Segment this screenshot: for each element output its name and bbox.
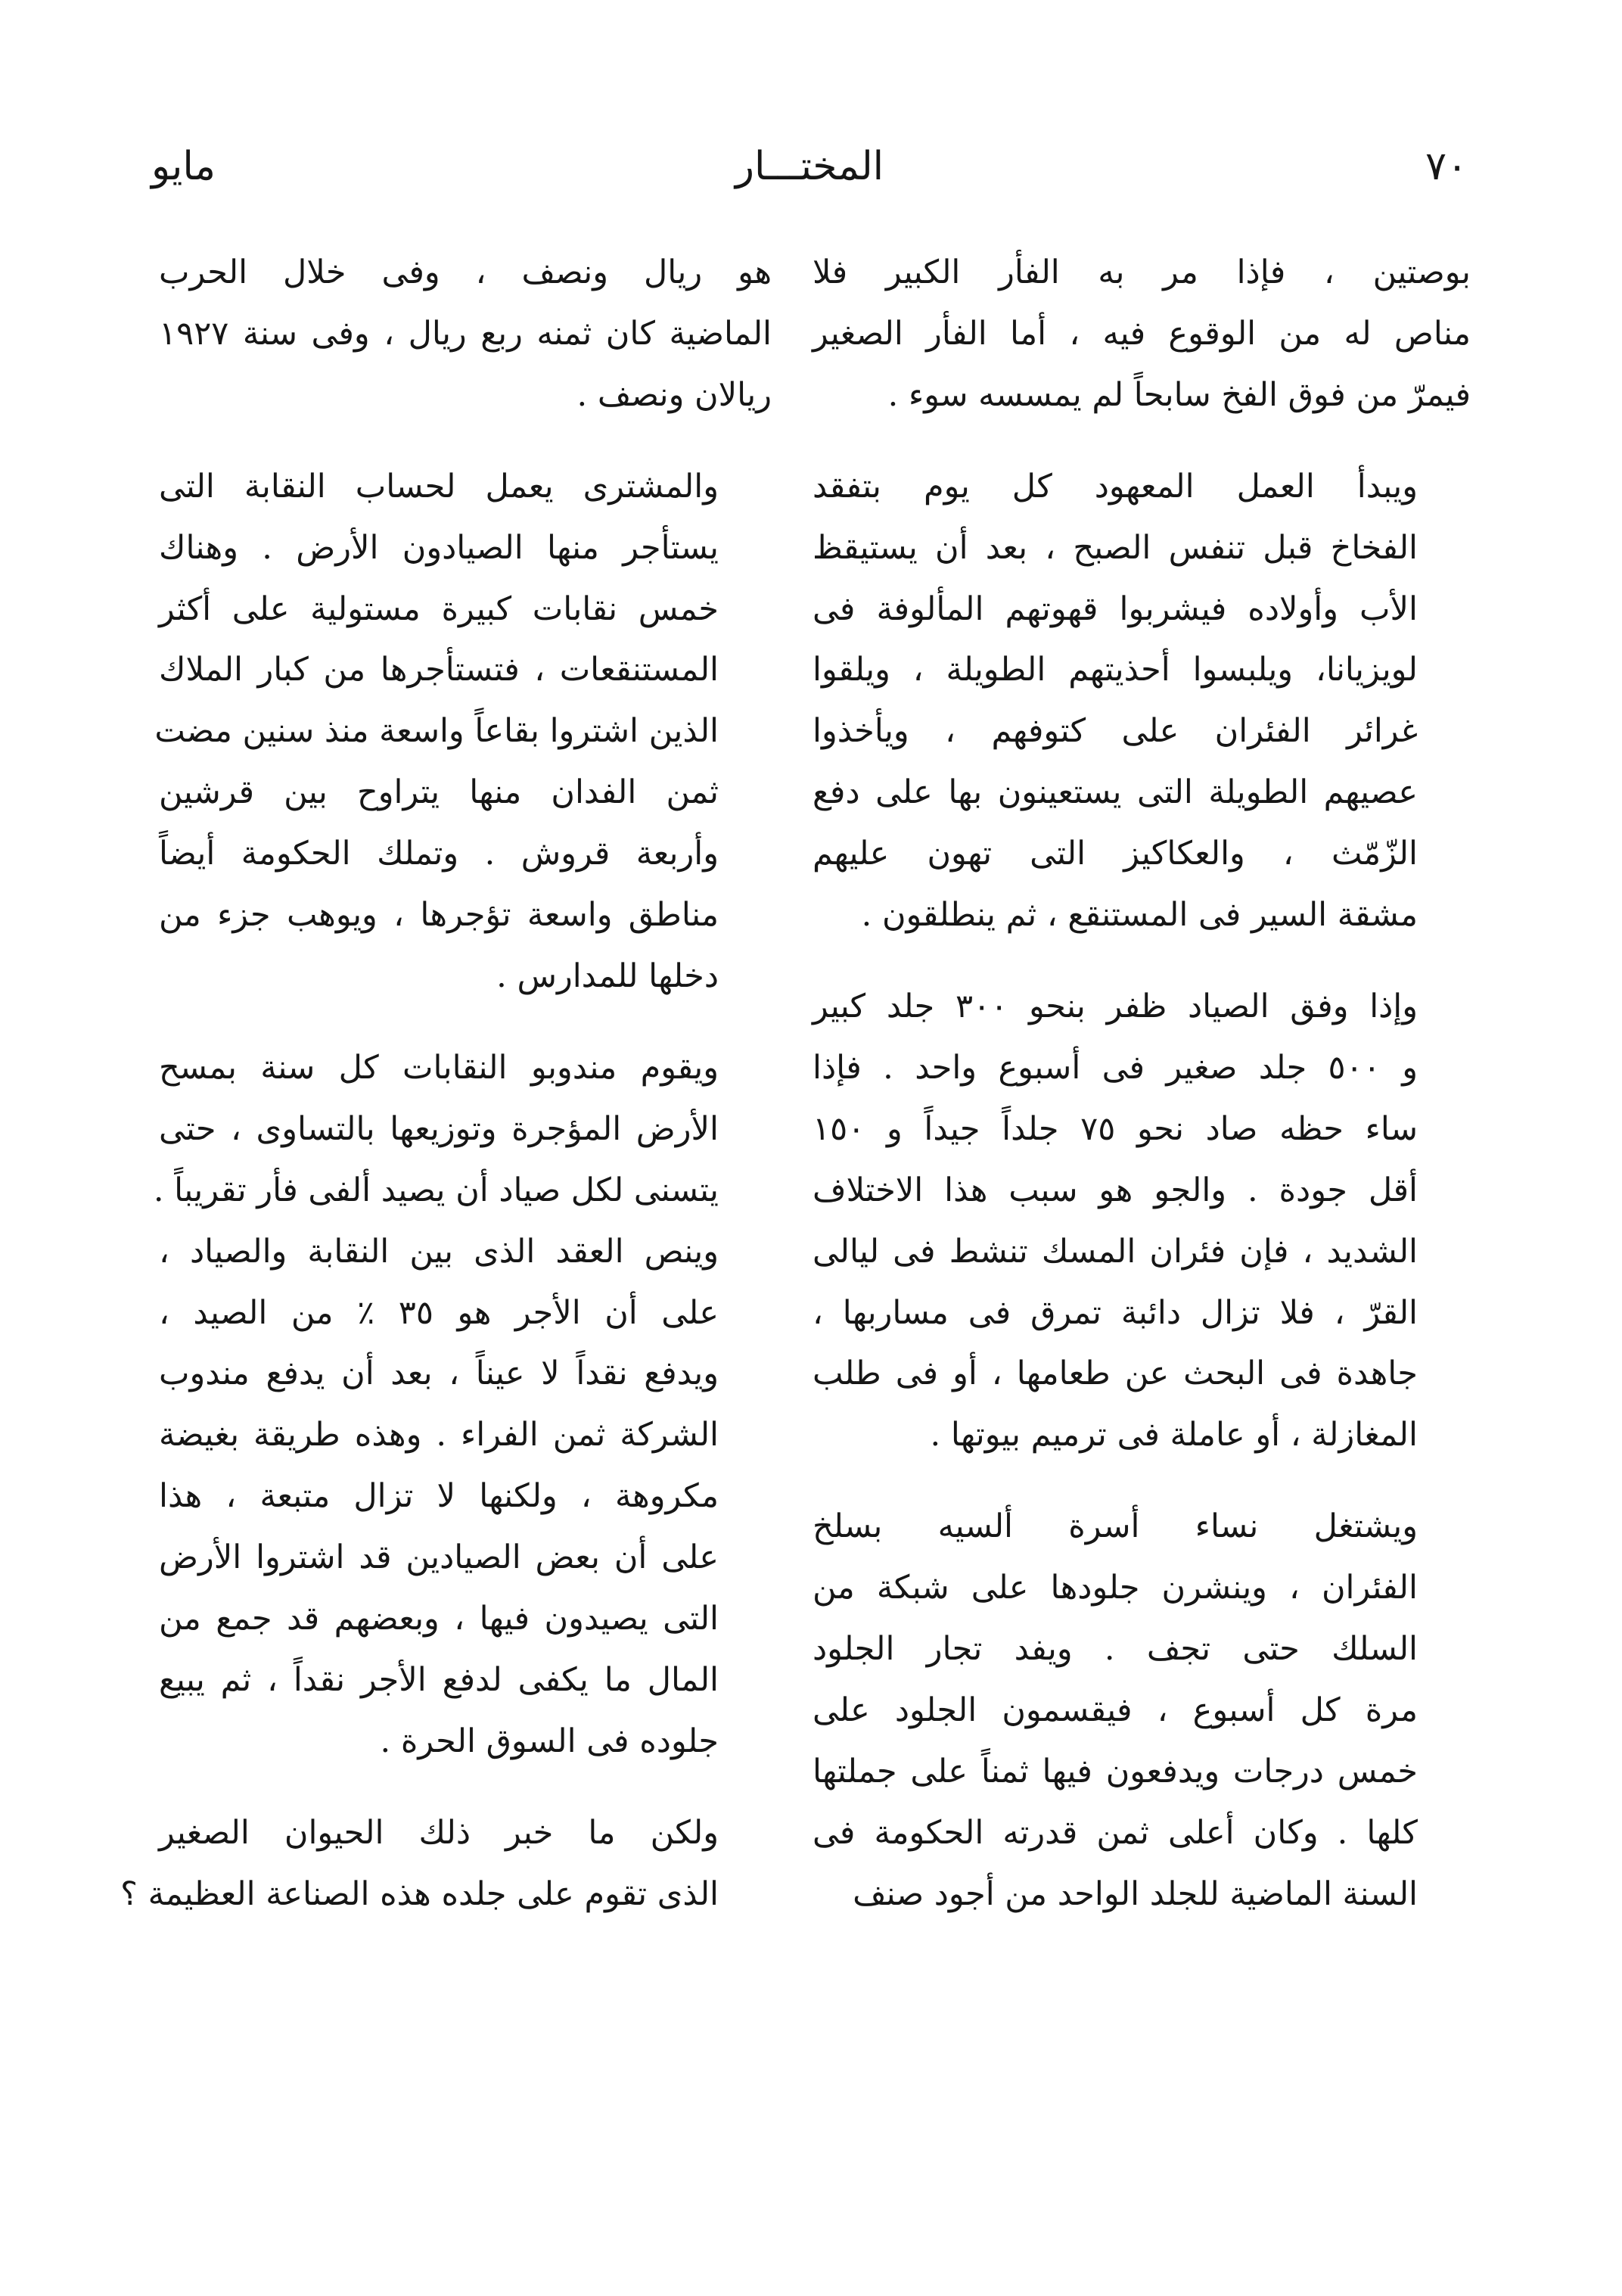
text-line: الشديد ، فإن فئران المسك تنشط فى ليالى (813, 1232, 1418, 1271)
text-line: السلك حتى تجف . ويفد تجار الجلود (813, 1630, 1418, 1669)
text-line: غرائر الفئران على كتوفهم ، ويأخذوا (813, 712, 1418, 751)
text-line: السنة الماضية للجلد الواحد من أجود صنف (853, 1874, 1418, 1913)
text-line: لويزيانا، ويلبسوا أحذيتهم الطويلة ، ويلقوا (813, 651, 1418, 689)
text-line: المغازلة ، أو عاملة فى ترميم بيوتها . (930, 1416, 1418, 1454)
paragraph (159, 242, 772, 426)
paragraph-gap (813, 946, 1471, 976)
text-line: ويشتغل نساء أسرة ألسيه بسلخ (813, 1507, 1418, 1546)
text-line: الذين اشتروا بقاعاً واسعة منذ سنين مضت (154, 712, 719, 751)
text-line: الماضية كان ثمنه ربع ريال ، وفى سنة ١٩٢٧ (159, 314, 772, 353)
paragraph-gap (813, 426, 1471, 456)
text-line: وينص العقد الذى بين النقابة والصياد ، (159, 1232, 719, 1271)
text-line: الأرض المؤجرة وتوزيعها بالتساوى ، حتى (159, 1109, 719, 1148)
text-line: على أن الأجر هو ٣٥ ٪ من الصيد ، (159, 1293, 719, 1332)
running-month: مايو (151, 144, 216, 189)
text-line: هو ريال ونصف ، وفى خلال الحرب (159, 254, 772, 291)
paragraph (813, 242, 1471, 426)
text-line: المستنقعات ، فتستأجرها من كبار الملاك (159, 651, 719, 689)
left-text-column (120, 242, 772, 1925)
paragraph-gap (159, 1007, 772, 1038)
text-line: الأب وأولاده فيشربوا قهوتهم المألوفة فى (813, 590, 1418, 628)
paragraph (154, 456, 772, 1007)
text-line: وإذا وفق الصياد ظفر بنحو ٣٠٠ جلد كبير (813, 987, 1418, 1025)
paragraph (813, 456, 1471, 946)
text-line: ريالان ونصف . (576, 375, 772, 414)
text-line: عصيهم الطويلة التى يستعينون بها على دفع (813, 773, 1418, 812)
text-line: ثمن الفدان منها يتراوح بين قرشين (159, 773, 719, 812)
right-text-column (813, 242, 1471, 1925)
text-line: كلها . وكان أعلى ثمن قدرته الحكومة فى (813, 1813, 1418, 1852)
text-line: مرة كل أسبوع ، فيقسمون الجلود على (813, 1691, 1418, 1729)
text-line: يتسنى لكل صياد أن يصيد ألفى فأر تقريباً . (153, 1171, 719, 1209)
text-line: القرّ ، فلا تزال دائبة تمرق فى مساربها ، (813, 1293, 1418, 1332)
paragraph-gap (813, 1466, 1471, 1496)
paragraph (153, 1038, 772, 1772)
text-line: خمس نقابات كبيرة مستولية على أكثر (159, 590, 719, 628)
text-line: والمشترى يعمل لحساب النقابة التى (159, 467, 719, 506)
text-line: الذى تقوم على جلده هذه الصناعة العظيمة ؟ (120, 1874, 719, 1913)
text-line: المال ما يكفى لدفع الأجر نقداً ، ثم يبيع (159, 1660, 719, 1699)
text-line: وأربعة قروش . وتملك الحكومة أيضاً (159, 835, 719, 873)
text-line: يستأجر منها الصيادون الأرض . وهناك (159, 528, 719, 567)
text-line: الفخاخ قبل تنفس الصبح ، بعد أن يستيقظ (813, 528, 1418, 567)
text-line: الزّمّث ، والعكاكيز التى تهون عليهم (813, 835, 1418, 873)
text-line: الشركة ثمن الفراء . وهذه طريقة بغيضة (159, 1416, 719, 1454)
page-header (151, 140, 1468, 208)
text-line: بوصتين ، فإذا مر به الفأر الكبير فلا (813, 254, 1471, 291)
text-line: فيمرّ من فوق الفخ سابحاً لم يمسسه سوء . (887, 375, 1471, 414)
running-title: المختـــار (735, 144, 884, 189)
text-line: ويدفع نقداً لا عيناً ، بعد أن يدفع مندوب (159, 1355, 719, 1393)
paragraph-gap (159, 426, 772, 456)
text-line: التى يصيدون فيها ، وبعضهم قد جمع من (159, 1600, 719, 1638)
text-line: مشقة السير فى المستنقع ، ثم ينطلقون . (861, 896, 1418, 935)
paragraph (813, 976, 1471, 1466)
page-number: ٧٠ (1425, 144, 1468, 189)
text-line: ويقوم مندوبو النقابات كل سنة بمسح (159, 1048, 719, 1087)
text-line: أقل جودة . والجو هو سبب هذا الاختلاف (813, 1171, 1418, 1209)
text-line: على أن بعض الصيادين قد اشتروا الأرض (159, 1538, 719, 1577)
text-line: الفئران ، وينشرن جلودها على شبكة من (813, 1569, 1418, 1607)
text-line: و ٥٠٠ جلد صغير فى أسبوع واحد . فإذا (813, 1048, 1418, 1087)
text-line: ولكن ما خبر ذلك الحيوان الصغير (159, 1813, 719, 1852)
text-line: ساء حظه صاد نحو ٧٥ جلداً جيداً و ١٥٠ (813, 1109, 1418, 1148)
paragraph (120, 1803, 772, 1925)
text-line: جاهدة فى البحث عن طعامها ، أو فى طلب (813, 1355, 1418, 1393)
paragraph (813, 1496, 1471, 1924)
text-line: مناص له من الوقوع فيه ، أما الفأر الصغير (813, 314, 1471, 353)
text-line: دخلها للمدارس . (496, 957, 719, 995)
text-line: مكروهة ، ولكنها لا تزال متبعة ، هذا (159, 1477, 719, 1516)
text-line: ويبدأ العمل المعهود كل يوم بتفقد (813, 467, 1418, 506)
text-line: جلوده فى السوق الحرة . (380, 1722, 719, 1760)
paragraph-gap (159, 1772, 772, 1803)
text-line: خمس درجات ويدفعون فيها ثمناً على جملتها (813, 1752, 1418, 1790)
text-line: مناطق واسعة تؤجرها ، ويوهب جزء من (159, 896, 719, 935)
